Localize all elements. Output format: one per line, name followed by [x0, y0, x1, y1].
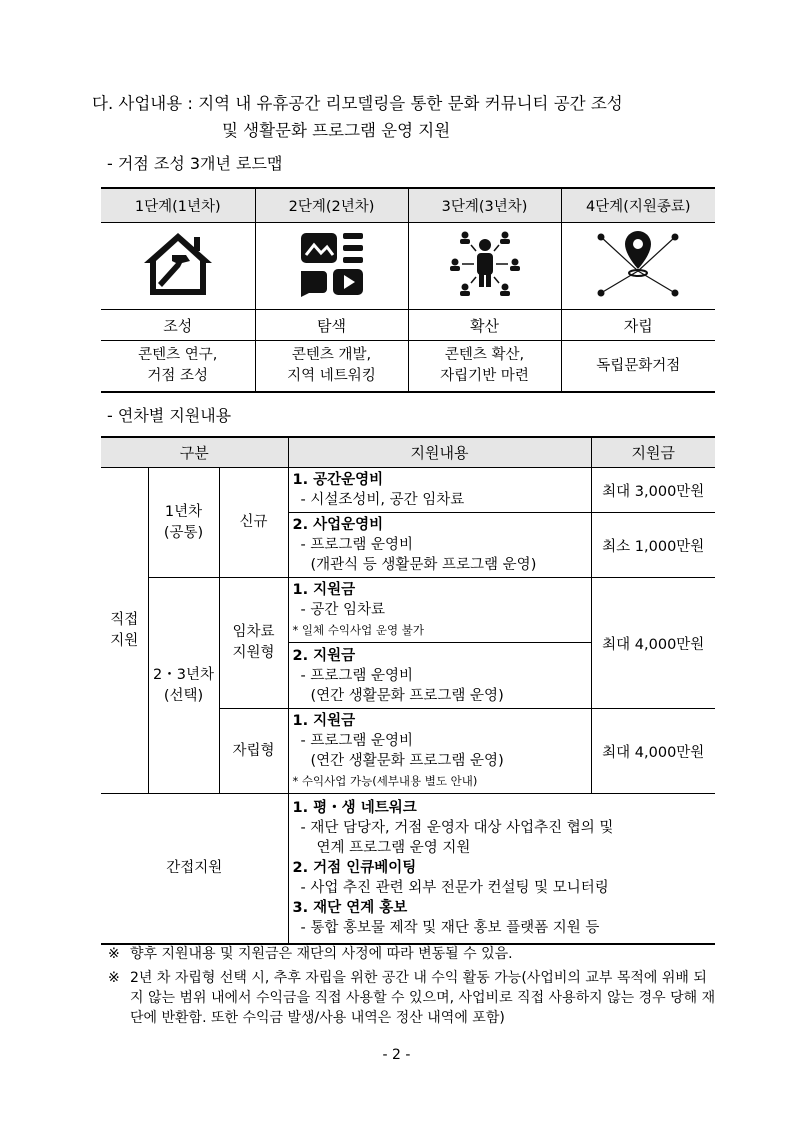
rent-amount: 최대 4,000만원	[591, 578, 715, 709]
roadmap-desc-line: 콘텐츠 확산,	[444, 347, 525, 363]
item-title: 1. 공간운영비	[292, 472, 384, 488]
header-content: 지원내용	[288, 437, 591, 468]
section-heading	[92, 90, 623, 144]
roadmap-stage: 탐색	[255, 310, 408, 341]
roadmap-desc	[101, 341, 255, 393]
item-title: 2. 사업운영비	[292, 517, 384, 533]
roadmap-stage: 확산	[408, 310, 561, 341]
heading-line-2: 및 생활문화 프로그램 운영 지원	[222, 121, 451, 140]
roadmap-desc-line: 자립기반 마련	[440, 368, 529, 384]
item-line: - 프로그램 운영비	[300, 733, 413, 749]
indirect-support-label: 간접지원	[101, 794, 288, 944]
notes	[108, 944, 720, 1032]
roadmap-header: 3단계(3년차)	[408, 188, 561, 223]
roadmap-desc	[408, 341, 561, 393]
item-title: 1. 지원금	[292, 713, 356, 729]
item-note: * 일체 수익사업 운영 불가	[292, 623, 424, 637]
support-table	[101, 436, 715, 945]
self-type: 자립형	[219, 709, 288, 794]
item-line: - 사업 추진 관련 외부 전문가 컨설팅 및 모니터링	[300, 880, 609, 897]
network-people-icon	[447, 229, 523, 299]
heading-line-1: 다. 사업내용 : 지역 내 유휴공간 리모델링을 통한 문화 커뮤니티 공간 조성	[92, 94, 623, 113]
roadmap-desc	[255, 341, 408, 393]
note-text: 2년 차 자립형 선택 시, 추후 자립을 위한 공간 내 수익 활동 가능(사업비의 교부 목적에 위배 되지 않는 범위 내에서 수익금을 직접 사용할 수 있으며, 사업비로 직접 사용하지 않는 경우 당해 재단에 반환함. 또한 수익금 발생/사용 내역은 정산 내역에 포함)	[130, 970, 716, 1026]
item-line: - 시설조성비, 공간 임차료	[300, 492, 465, 508]
location-pin-icon	[595, 229, 681, 299]
roadmap-icon-cell	[561, 223, 715, 310]
item-title: 1. 지원금	[292, 582, 356, 598]
item-line: - 프로그램 운영비	[300, 667, 413, 684]
header-category: 구분	[101, 437, 288, 468]
roadmap-table	[101, 187, 715, 393]
roadmap-header: 4단계(지원종료)	[561, 188, 715, 223]
indirect-content	[288, 794, 715, 944]
item-title: 3. 재단 연계 홍보	[292, 900, 408, 917]
roadmap-header: 1단계(1년차)	[101, 188, 255, 223]
year1-label: 1년차 (공통)	[148, 468, 219, 578]
rent-item2	[288, 643, 591, 709]
note-mark: ※	[108, 946, 120, 962]
item-line: (개관식 등 생활문화 프로그램 운영)	[310, 557, 537, 573]
year1-item1-amount: 최대 3,000만원	[591, 468, 715, 513]
roadmap-icon-cell	[101, 223, 255, 310]
roadmap-header: 2단계(2년차)	[255, 188, 408, 223]
year1-item1	[288, 468, 591, 513]
item-line: - 프로그램 운영비	[300, 537, 413, 553]
self-amount: 최대 4,000만원	[591, 709, 715, 794]
roadmap-icon-cell	[408, 223, 561, 310]
roadmap-desc-line: 콘텐츠 연구,	[138, 347, 218, 363]
item-note: * 수익사업 가능(세부내용 별도 안내)	[292, 774, 478, 788]
header-amount: 지원금	[591, 437, 715, 468]
content-grid-icon	[297, 229, 367, 299]
item-title: 2. 지원금	[292, 647, 356, 664]
support-title: - 연차별 지원내용	[107, 406, 232, 425]
note-item	[108, 968, 720, 1028]
house-hammer-icon	[142, 229, 214, 299]
note-mark: ※	[108, 970, 120, 986]
roadmap-icon-cell	[255, 223, 408, 310]
page-number: - 2 -	[382, 1047, 411, 1063]
self-item1	[288, 709, 591, 794]
roadmap-desc-line: 콘텐츠 개발,	[291, 347, 372, 363]
roadmap-desc-line: 지역 네트워킹	[287, 368, 376, 384]
year1-type: 신규	[219, 468, 288, 578]
roadmap-desc-line: 독립문화거점	[596, 357, 681, 374]
year23-label: 2・3년차 (선택)	[148, 578, 219, 794]
direct-support-label: 직접 지원	[101, 468, 148, 794]
item-line: (연간 생활문화 프로그램 운영)	[310, 687, 504, 704]
roadmap-stage: 자립	[561, 310, 715, 341]
item-line: - 통합 홍보물 제작 및 재단 홍보 플랫폼 지원 등	[300, 920, 600, 937]
item-line: - 공간 임차료	[300, 602, 385, 618]
note-text: 향후 지원내용 및 지원금은 재단의 사정에 따라 변동될 수 있음.	[130, 946, 513, 962]
roadmap-desc	[561, 341, 715, 393]
item-title: 2. 거점 인큐베이팅	[292, 860, 417, 877]
roadmap-title: - 거점 조성 3개년 로드맵	[107, 154, 283, 173]
rent-type: 임차료 지원형	[219, 578, 288, 709]
year1-item2-amount: 최소 1,000만원	[591, 513, 715, 578]
year1-item2	[288, 513, 591, 578]
item-title: 1. 평・생 네트워크	[292, 800, 417, 817]
roadmap-stage: 조성	[101, 310, 255, 341]
item-line: 연계 프로그램 운영 지원	[316, 840, 471, 857]
roadmap-desc-line: 거점 조성	[147, 368, 209, 384]
note-item	[108, 944, 720, 964]
item-line: - 재단 담당자, 거점 운영자 대상 사업추진 협의 및	[300, 820, 614, 837]
item-line: (연간 생활문화 프로그램 운영)	[310, 753, 504, 769]
rent-item1	[288, 578, 591, 643]
